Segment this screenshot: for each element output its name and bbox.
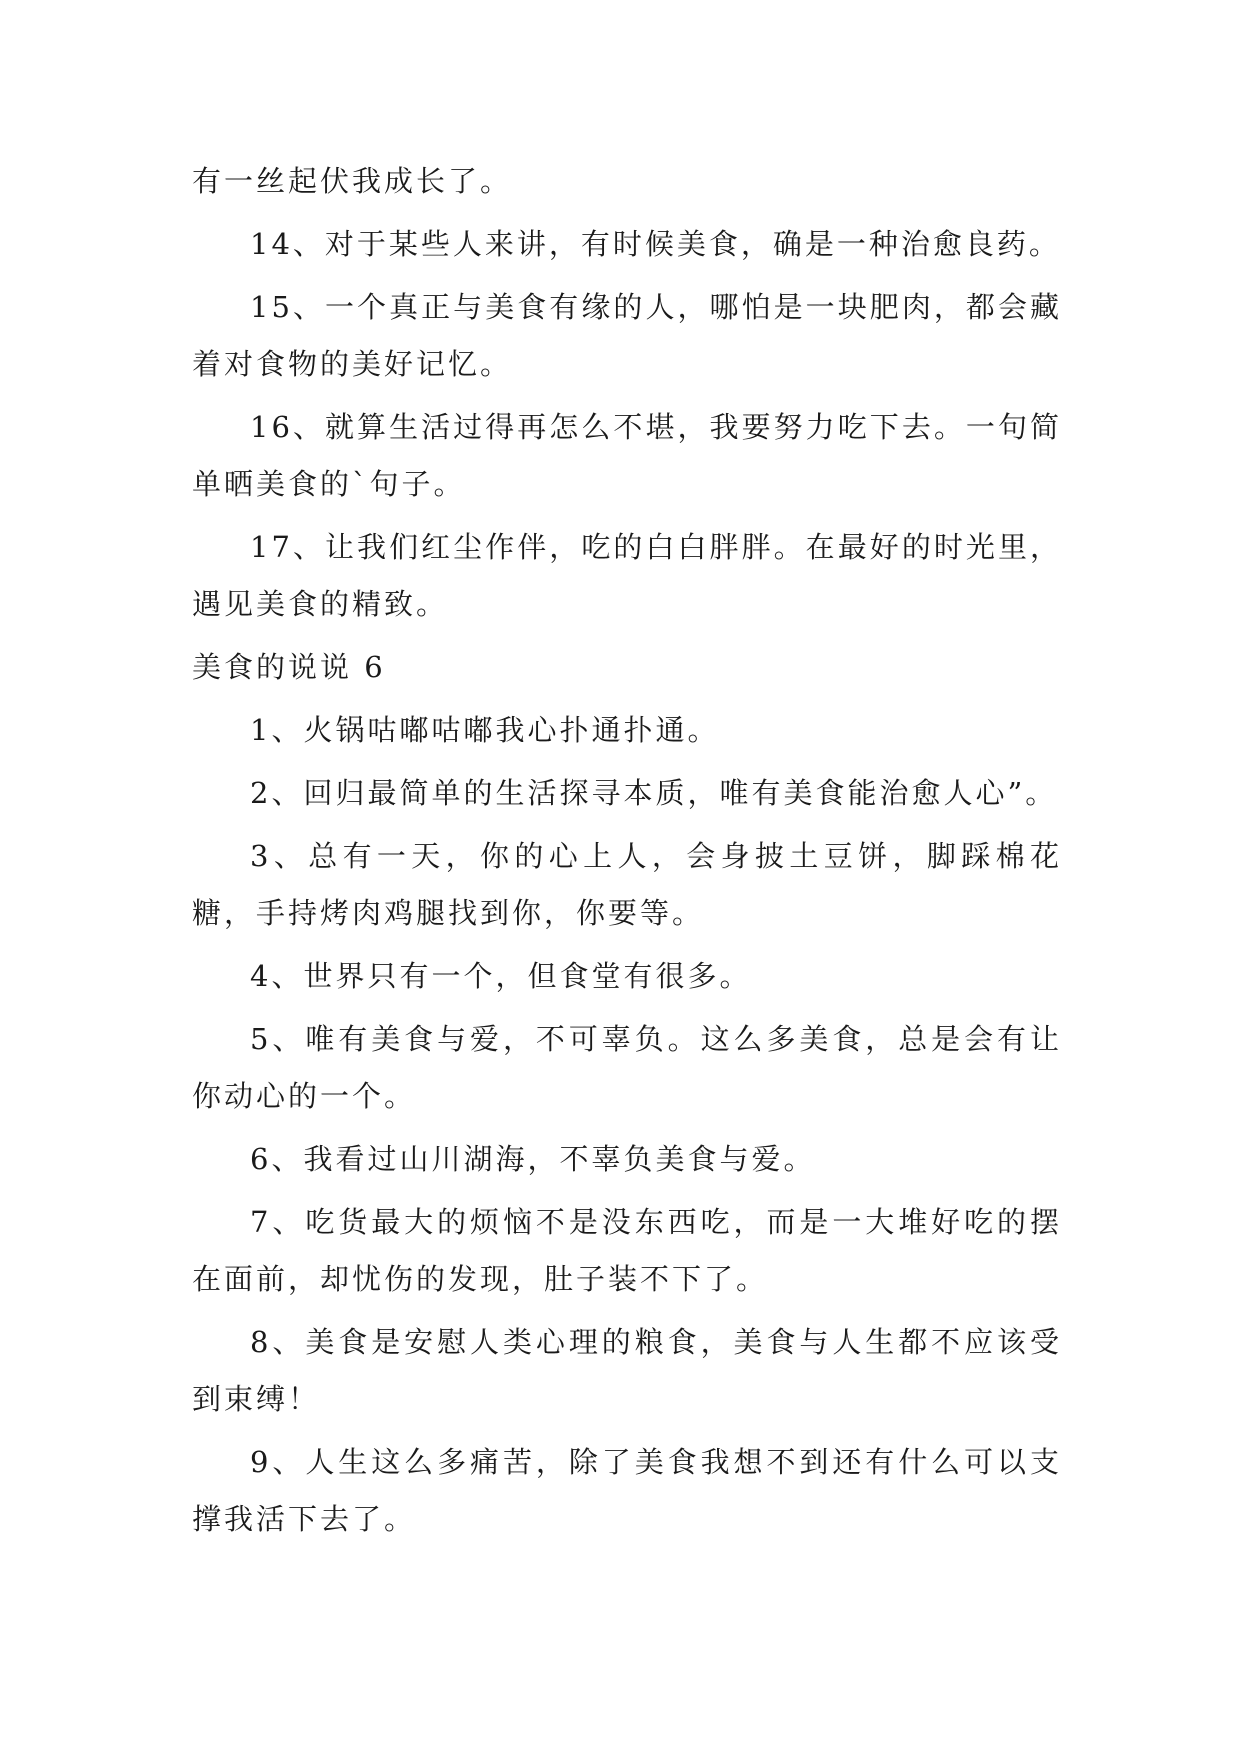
list-item-4: 4、世界只有一个，但食堂有很多。 [250, 959, 752, 993]
paragraph-item-15: 15、一个真正与美食有缘的人，哪怕是一块肥肉，都会藏着对食物的美好记忆。 [192, 290, 1062, 381]
document-body [192, 153, 1062, 1554]
paragraph-item-14: 14、对于某些人来讲，有时候美食，确是一种治愈良药。 [250, 227, 1061, 261]
paragraph-continuation: 有一丝起伏我成长了。 [192, 164, 513, 198]
list-item-9: 9、人生这么多痛苦，除了美食我想不到还有什么可以支撑我活下去了。 [192, 1445, 1062, 1536]
list-item-3: 3、总有一天，你的心上人，会身披土豆饼，脚踩棉花糖，手持烤肉鸡腿找到你，你要等。 [192, 839, 1062, 930]
list-item-6: 6、我看过山川湖海，不辜负美食与爱。 [250, 1142, 816, 1176]
list-item-8: 8、美食是安慰人类心理的粮食，美食与人生都不应该受到束缚！ [192, 1325, 1062, 1416]
list-item-7: 7、吃货最大的烦恼不是没东西吃，而是一大堆好吃的摆在面前，却忧伤的发现，肚子装不下了。 [192, 1205, 1062, 1296]
list-item-2: 2、回归最简单的生活探寻本质，唯有美食能治愈人心”。 [250, 776, 1058, 810]
list-item-5: 5、唯有美食与爱，不可辜负。这么多美食，总是会有让你动心的一个。 [192, 1022, 1062, 1113]
paragraph-item-16: 16、就算生活过得再怎么不堪，我要努力吃下去。一句简单晒美食的`句子。 [192, 410, 1062, 501]
list-item-1: 1、火锅咕嘟咕嘟我心扑通扑通。 [250, 713, 720, 747]
section-heading: 美食的说说 6 [192, 650, 386, 684]
paragraph-item-17: 17、让我们红尘作伴，吃的白白胖胖。在最好的时光里，遇见美食的精致。 [192, 530, 1062, 621]
